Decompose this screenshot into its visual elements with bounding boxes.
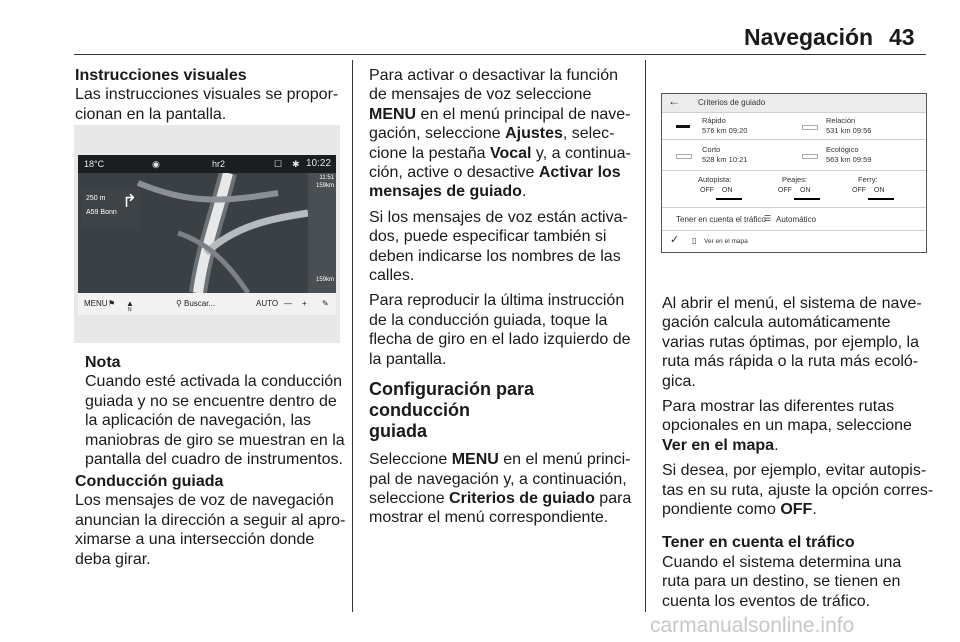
label-peajes: Peajes: bbox=[782, 175, 808, 184]
traffic-value[interactable]: Automático bbox=[776, 215, 817, 224]
column-1-intro bbox=[75, 66, 345, 124]
text-line: ruta para un destino, se tienen en bbox=[662, 573, 901, 591]
section-title-trafico: Tener en cuenta el tráfico bbox=[662, 534, 855, 552]
text-line: Si desea, por ejemplo, evitar autopis- bbox=[662, 462, 927, 480]
ver-en-el-mapa-term: Ver en el mapa bbox=[662, 436, 775, 454]
text-line: Cuando esté activada la conducción bbox=[85, 373, 343, 391]
text-line: mensajes de guiado. bbox=[369, 183, 527, 201]
text-line: gación, seleccione Ajustes, selec- bbox=[369, 125, 615, 143]
ferry-toggle[interactable]: OFF ON bbox=[852, 187, 892, 201]
option-ecologico[interactable]: Ecológico bbox=[826, 145, 859, 154]
search-field[interactable]: Buscar... bbox=[184, 299, 216, 308]
gear-icon[interactable]: ✱ bbox=[292, 159, 300, 169]
turn-instruction[interactable] bbox=[82, 189, 140, 229]
label-ferry: Ferry: bbox=[858, 175, 878, 184]
phone-icon: ☐ bbox=[274, 159, 283, 169]
text-line: gica. bbox=[662, 372, 696, 390]
panel-footer bbox=[662, 231, 926, 251]
location-icon: ◉ bbox=[152, 159, 160, 169]
column-3 bbox=[662, 294, 937, 611]
activar-term: Activar los bbox=[538, 164, 621, 182]
text-line: Si los mensajes de voz están activa- bbox=[369, 208, 628, 226]
text-line: Seleccione MENU en el menú princi- bbox=[369, 451, 631, 469]
text-line: guiada y no se encuentre dentro de bbox=[85, 392, 337, 410]
nav-toolbar bbox=[78, 293, 336, 315]
option-corto[interactable]: Corto bbox=[702, 145, 721, 154]
text-line: Para activar o desactivar la función bbox=[369, 67, 619, 84]
north-arrow-icon[interactable]: ▲ bbox=[126, 299, 134, 308]
option-relacion-info: 531 km 09:56 bbox=[826, 126, 872, 135]
text-line: Ver en el mapa. bbox=[662, 436, 779, 454]
text-line: de la conducción guiada, toque la bbox=[369, 311, 608, 329]
text-line: ción, active o desactive Activar los bbox=[369, 164, 621, 182]
list-icon: ☰ bbox=[764, 214, 772, 223]
text-line: pantalla del cuadro de instrumentos. bbox=[85, 451, 343, 469]
watermark: carmanualsonline.info bbox=[650, 614, 855, 637]
text-line: gación calcula automáticamente bbox=[662, 314, 891, 332]
nav-status-bar bbox=[78, 155, 336, 173]
text-line: la pantalla. bbox=[369, 350, 447, 368]
section-title-instrucciones: Instrucciones visuales bbox=[75, 67, 247, 84]
search-icon[interactable]: ⚲ bbox=[176, 299, 182, 308]
text-line: la aplicación de navegación, las bbox=[85, 412, 311, 430]
page-number: 43 bbox=[889, 24, 915, 50]
header-rule bbox=[74, 54, 926, 55]
back-arrow-icon[interactable]: ← bbox=[668, 94, 680, 108]
edit-icon[interactable]: ✎ bbox=[322, 299, 329, 308]
route-options-row-1 bbox=[662, 113, 926, 140]
text-line: Cuando el sistema determina una bbox=[662, 553, 902, 571]
text-line: deba girar. bbox=[75, 550, 151, 568]
temperature: 18°C bbox=[84, 159, 105, 169]
text-line: anuncian la dirección a seguir al apro- bbox=[75, 511, 346, 529]
text-line: tas en su ruta, ajuste la opción corres- bbox=[662, 481, 934, 499]
page-header-title: Navegación bbox=[744, 24, 874, 50]
text-line: de mensajes de voz seleccione bbox=[369, 86, 592, 104]
text-line: maniobras de giro se muestran en la bbox=[85, 431, 345, 449]
check-icon[interactable]: ✓ bbox=[670, 234, 680, 246]
panel-title: Criterios de guiado bbox=[698, 98, 766, 107]
text-line: Los mensajes de voz de navegación bbox=[75, 492, 334, 510]
clock: 10:22 bbox=[306, 158, 332, 169]
note-block bbox=[85, 353, 347, 469]
peajes-toggle[interactable]: OFF ON bbox=[778, 187, 818, 201]
option-rapido-info: 576 km 09:20 bbox=[702, 126, 748, 135]
auto-zoom-button[interactable]: AUTO bbox=[256, 299, 279, 308]
column-2 bbox=[369, 66, 639, 528]
text-line: calles. bbox=[369, 267, 415, 285]
unselected-marker bbox=[676, 154, 692, 159]
traffic-label: Tener en cuenta el tráfico bbox=[676, 215, 766, 224]
fm-station: hr2 bbox=[212, 159, 226, 169]
text-line: pal de navegación y, a continuación, bbox=[369, 470, 627, 488]
unselected-marker bbox=[802, 125, 818, 130]
unselected-marker bbox=[802, 154, 818, 159]
panel-header bbox=[662, 94, 926, 113]
text-line: dos, puede especificar también si bbox=[369, 228, 607, 246]
turn-arrow-icon: ↱ bbox=[122, 191, 138, 211]
menu-term: MENU bbox=[369, 105, 417, 123]
column-divider-2 bbox=[645, 60, 646, 612]
eta-panel bbox=[308, 173, 336, 293]
ajustes-term: Ajustes bbox=[505, 125, 563, 143]
turn-road: A59 Bonn bbox=[86, 209, 117, 216]
menu-button[interactable]: MENU bbox=[84, 299, 108, 308]
text-line: varias rutas óptimas, por ejemplo, la bbox=[662, 333, 919, 351]
option-corto-info: 528 km 10:21 bbox=[702, 155, 748, 164]
text-line: Para mostrar las diferentes rutas bbox=[662, 398, 895, 416]
section-conduccion-guiada bbox=[75, 472, 350, 569]
label-autopista: Autopista: bbox=[698, 175, 732, 184]
text-line: flecha de giro en el lado izquierdo de bbox=[369, 331, 631, 349]
text-line: cionan en la pantalla. bbox=[75, 105, 227, 123]
text-line: opcionales en un mapa, seleccione bbox=[662, 417, 912, 435]
text-line: pondiente como OFF. bbox=[662, 501, 817, 519]
zoom-out-icon[interactable]: — bbox=[284, 299, 292, 308]
text-line: Al abrir el menú, el sistema de nave- bbox=[662, 295, 922, 312]
off-term: OFF bbox=[780, 501, 813, 519]
option-ecologico-info: 563 km 09:59 bbox=[826, 155, 872, 164]
avoid-options-row bbox=[662, 171, 926, 208]
text-line: cuenta los eventos de tráfico. bbox=[662, 592, 871, 610]
text-line: mostrar el menú correspondiente. bbox=[369, 509, 609, 527]
toggle-indicator bbox=[794, 198, 820, 200]
text-line: cione la pestaña Vocal y, a continua- bbox=[369, 144, 631, 162]
option-rapido[interactable]: Rápido bbox=[702, 116, 726, 125]
toggle-indicator bbox=[868, 198, 894, 200]
flag-icon[interactable]: ⚑ bbox=[108, 299, 116, 308]
toggle-indicator bbox=[716, 198, 742, 200]
text-line: ximarse a una intersección donde bbox=[75, 531, 315, 549]
text-line: seleccione Criterios de guiado para bbox=[369, 489, 632, 507]
option-relacion[interactable]: Relación bbox=[826, 116, 856, 125]
north-label: N bbox=[128, 307, 132, 313]
text-line: MENU en el menú principal de nave- bbox=[369, 105, 631, 123]
turn-distance: 250 m bbox=[86, 195, 106, 202]
column-divider-1 bbox=[352, 60, 353, 612]
eta-time: 11:51 bbox=[319, 175, 334, 181]
section-title-conduccion: Conducción guiada bbox=[75, 473, 224, 490]
navigation-display bbox=[78, 155, 336, 315]
text-line: Las instrucciones visuales se propor- bbox=[75, 86, 339, 104]
route-options-row-2 bbox=[662, 140, 926, 171]
zoom-in-icon[interactable]: + bbox=[302, 299, 307, 308]
traffic-row[interactable] bbox=[662, 208, 926, 231]
route-distance: 159km bbox=[315, 277, 334, 283]
vocal-term: Vocal bbox=[489, 144, 532, 162]
ver-en-el-mapa-button[interactable]: Ver en el mapa bbox=[704, 238, 748, 245]
text-line: Para reproducir la última instrucción bbox=[369, 292, 625, 310]
note-title: Nota bbox=[85, 354, 121, 371]
map-icon: ▯ bbox=[692, 236, 697, 245]
section-title-configuracion-2: guiada bbox=[369, 421, 428, 442]
selected-marker bbox=[676, 125, 690, 128]
autopista-toggle[interactable]: OFF ON bbox=[700, 187, 740, 201]
text-line: ruta más rápida o la ruta más ecoló- bbox=[662, 353, 919, 371]
criterios-guiado-panel bbox=[661, 93, 927, 253]
section-title-configuracion: Configuración para conducción bbox=[369, 379, 535, 421]
text-line: deben indicarse los nombres de las bbox=[369, 247, 621, 265]
eta-distance: 159km bbox=[315, 183, 334, 189]
